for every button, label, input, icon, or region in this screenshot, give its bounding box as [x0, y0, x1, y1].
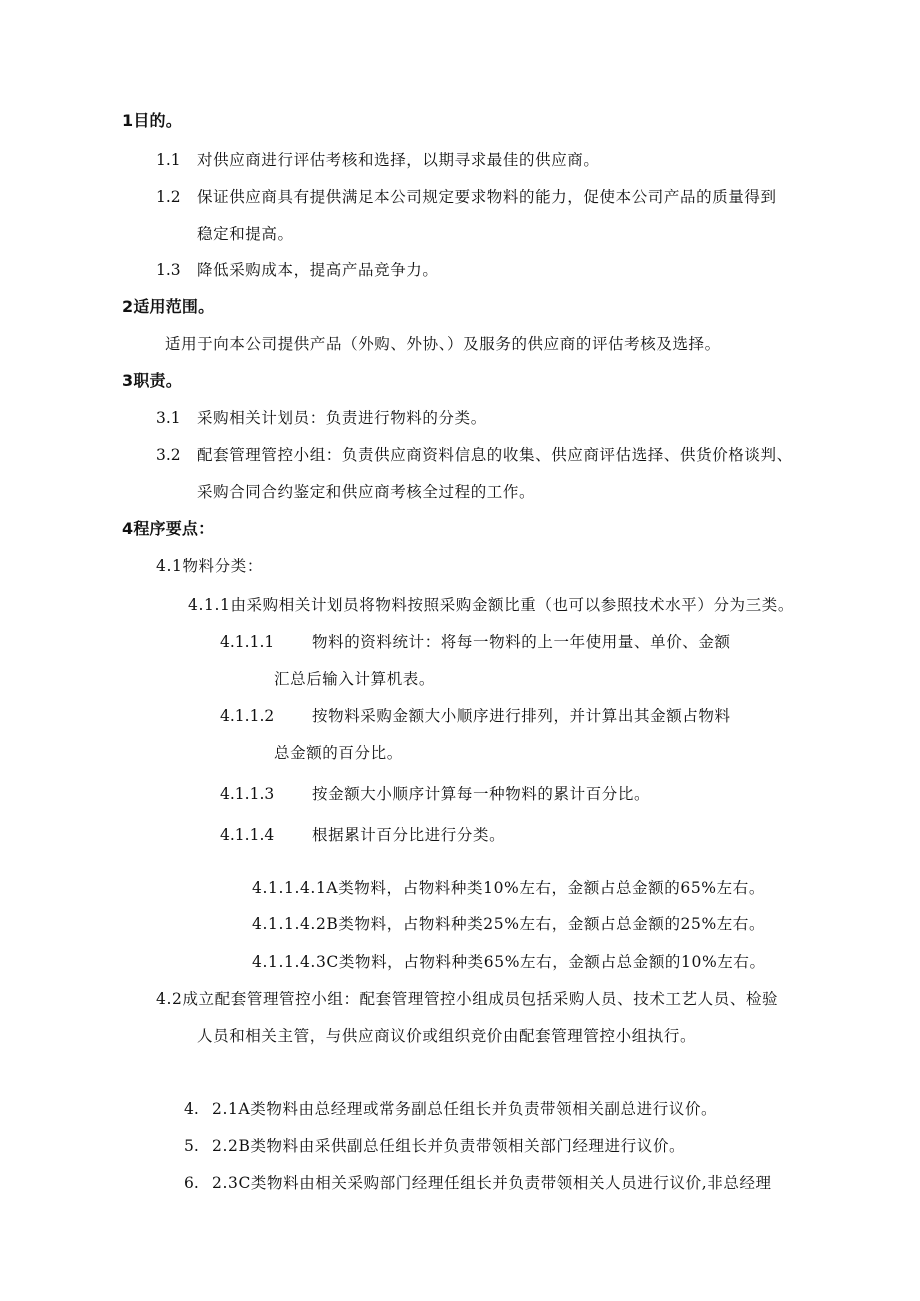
list-number: 4. [184, 1100, 199, 1118]
step-number: 4.1.1.3 [220, 785, 275, 803]
item-number: 1.1 [156, 151, 181, 169]
subsection-procurement-group: 4.2成立配套管理管控小组：配套管理管控小组成员包括采购人员、技术工艺人员、检验 [156, 990, 779, 1008]
list-item-text: 2.1A类物料由总经理或常务副总任组长并负责带领相关副总进行议价。 [212, 1100, 718, 1118]
item-number: 3.1 [156, 409, 181, 427]
section-heading-scope: 2适用范围。 [122, 297, 215, 316]
section-heading-procedure: 4程序要点： [122, 519, 215, 538]
list-item-text: 2.3C类物料由相关采购部门经理任组长并负责带领相关人员进行议价,非总经理 [212, 1174, 772, 1192]
section-heading-responsibilities: 3职责。 [122, 371, 182, 390]
step-text: 按物料采购金额大小顺序进行排列，并计算出其金额占物料 [312, 707, 731, 725]
subsection-classification-method: 4.1.1由采购相关计划员将物料按照采购金额比重（也可以参照技术水平）分为三类。 [188, 596, 794, 614]
item-number: 1.2 [156, 188, 181, 206]
item-text-continuation: 采购合同合约鉴定和供应商考核全过程的工作。 [197, 483, 536, 501]
list-item-text: 2.2B类物料由采供副总任组长并负责带领相关部门经理进行议价。 [212, 1137, 686, 1155]
step-text: 按金额大小顺序计算每一种物料的累计百分比。 [312, 785, 651, 803]
class-b-description: 4.1.1.4.2B类物料，占物料种类25%左右，金额占总金额的25%左右。 [252, 915, 766, 933]
item-text: 降低采购成本，提高产品竞争力。 [197, 261, 439, 279]
step-text: 物料的资料统计：将每一物料的上一年使用量、单价、金额 [312, 633, 731, 651]
list-number: 6. [184, 1174, 199, 1192]
step-text-continuation: 总金额的百分比。 [274, 744, 403, 762]
subsection-procurement-group-continuation: 人员和相关主管，与供应商议价或组织竞价由配套管理管控小组执行。 [197, 1027, 697, 1045]
item-text: 配套管理管控小组：负责供应商资料信息的收集、供应商评估选择、供货价格谈判、 [197, 446, 793, 464]
class-a-description: 4.1.1.4.1A类物料，占物料种类10%左右，金额占总金额的65%左右。 [252, 879, 765, 897]
item-number: 1.3 [156, 261, 181, 279]
step-text-continuation: 汇总后输入计算机表。 [274, 670, 436, 688]
step-text: 根据累计百分比进行分类。 [312, 826, 506, 844]
item-text: 保证供应商具有提供满足本公司规定要求物料的能力，促使本公司产品的质量得到 [197, 188, 777, 206]
scope-text: 适用于向本公司提供产品（外购、外协、）及服务的供应商的评估考核及选择。 [165, 335, 721, 353]
step-number: 4.1.1.2 [220, 707, 275, 725]
item-text: 对供应商进行评估考核和选择，以期寻求最佳的供应商。 [197, 151, 600, 169]
subsection-material-classification: 4.1物料分类： [156, 557, 263, 575]
step-number: 4.1.1.1 [220, 633, 275, 651]
step-number: 4.1.1.4 [220, 826, 275, 844]
section-heading-purpose: 1目的。 [122, 111, 182, 130]
item-text: 采购相关计划员：负责进行物料的分类。 [197, 409, 487, 427]
item-number: 3.2 [156, 446, 181, 464]
class-c-description: 4.1.1.4.3C类物料，占物料种类65%左右，金额占总金额的10%左右。 [252, 953, 766, 971]
list-number: 5. [184, 1137, 199, 1155]
item-text-continuation: 稳定和提高。 [197, 225, 294, 243]
